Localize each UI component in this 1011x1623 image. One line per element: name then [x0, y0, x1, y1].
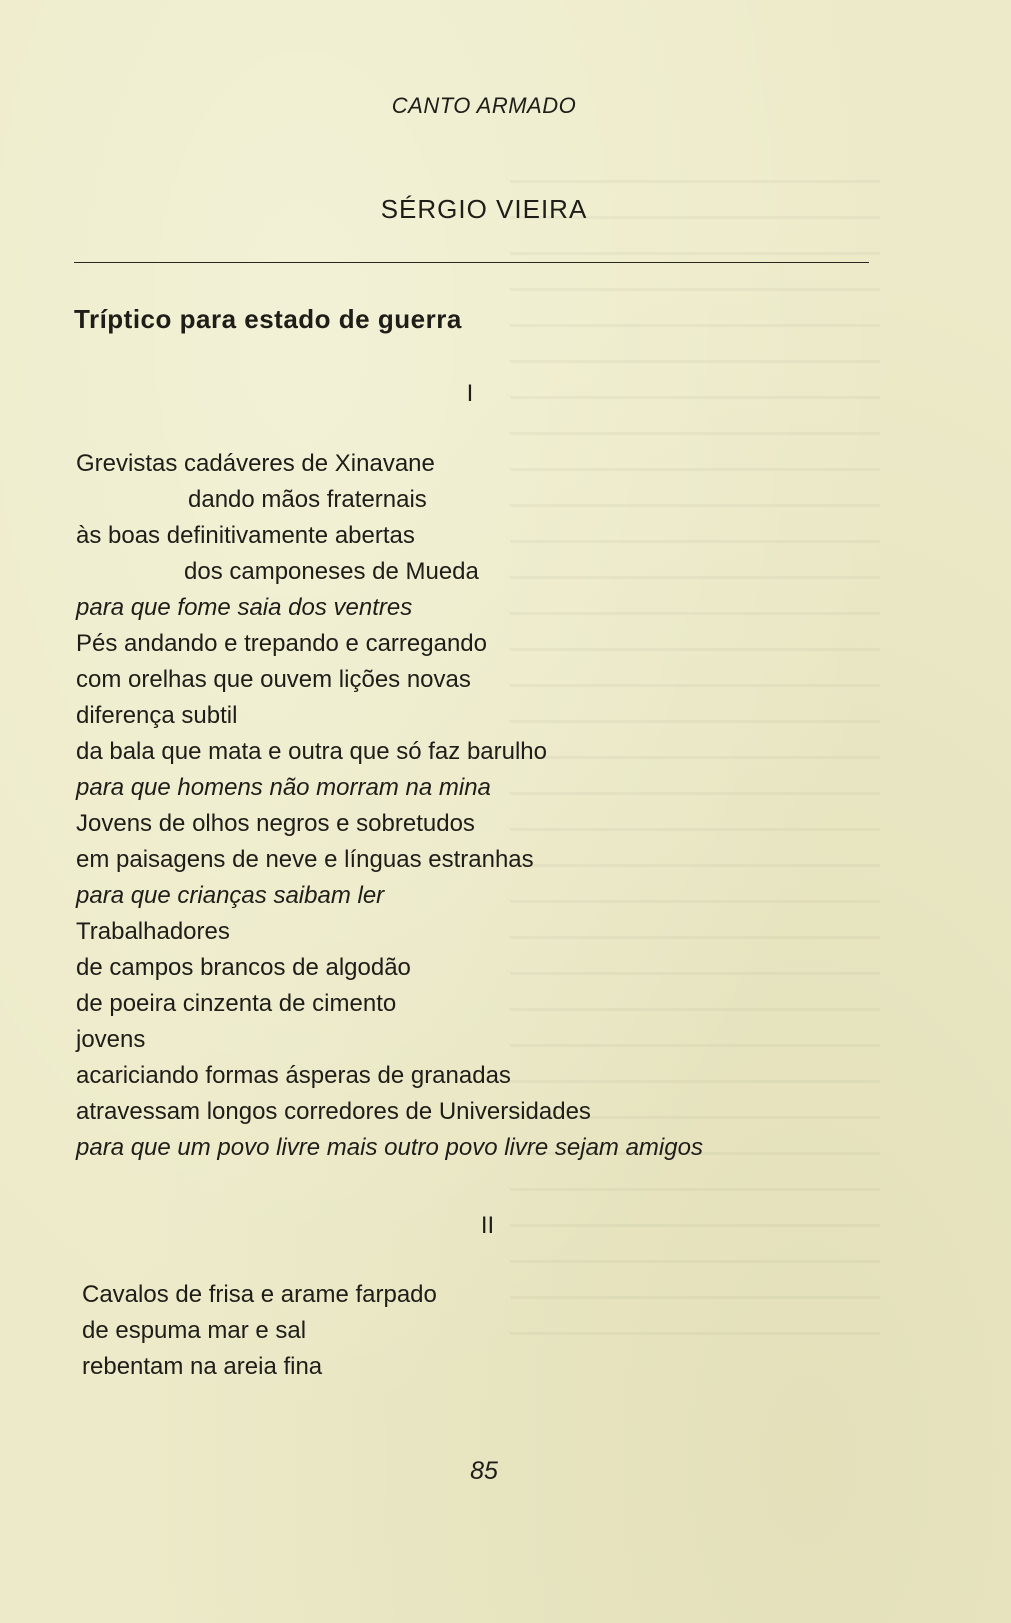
title-rule-divider — [74, 262, 869, 263]
poem-line: da bala que mata e outra que só faz barulho — [76, 738, 547, 765]
poem-line: dando mãos fraternais — [188, 486, 427, 513]
page-number: 85 — [470, 1457, 498, 1485]
running-head: CANTO ARMADO — [391, 93, 577, 118]
poem-line: Grevistas cadáveres de Xinavane — [76, 450, 435, 477]
poem-line: Trabalhadores — [76, 918, 230, 945]
poem-line: Cavalos de frisa e arame farpado — [82, 1281, 437, 1308]
poem-line: de espuma mar e sal — [82, 1317, 307, 1344]
poem-line: atravessam longos corredores de Universidades — [76, 1098, 591, 1125]
poem-line: acariciando formas ásperas de granadas — [76, 1062, 511, 1089]
poem-line: dos camponeses de Mueda — [184, 558, 479, 585]
stanza-1 — [76, 446, 703, 1166]
poem-title: Tríptico para estado de guerra — [74, 304, 462, 334]
poem-line: de poeira cinzenta de cimento — [76, 990, 397, 1017]
poem-line: às boas definitivamente abertas — [76, 522, 415, 549]
stanza-2 — [82, 1277, 437, 1385]
poem-line: diferença subtil — [76, 702, 238, 729]
poem-line: em paisagens de neve e línguas estranhas — [76, 846, 534, 873]
poem-line: jovens — [76, 1026, 146, 1053]
poem-line: com orelhas que ouvem lições novas — [76, 666, 471, 693]
poem-line: para que homens não morram na mina — [76, 774, 491, 801]
poem-line: Pés andando e trepando e carregando — [76, 630, 487, 657]
poem-line: para que crianças saibam ler — [76, 882, 385, 909]
poem-line: rebentam na areia fina — [82, 1353, 323, 1380]
poem-line: para que fome saia dos ventres — [76, 594, 413, 621]
section-numeral-1: I — [466, 380, 474, 407]
poem-line: de campos brancos de algodão — [76, 954, 411, 981]
section-numeral-2: II — [480, 1212, 495, 1239]
author-name: SÉRGIO VIEIRA — [380, 194, 588, 224]
poem-line: Jovens de olhos negros e sobretudos — [76, 810, 475, 837]
poem-line: para que um povo livre mais outro povo livre sejam amigos — [76, 1134, 703, 1161]
